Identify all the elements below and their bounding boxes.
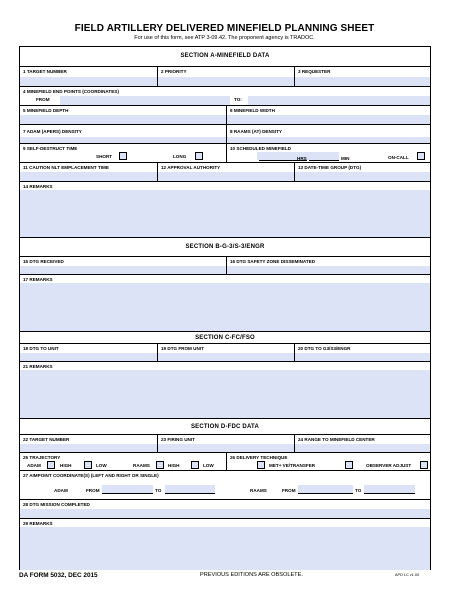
dtg-received-cell[interactable] bbox=[20, 257, 226, 274]
min-underline bbox=[309, 160, 339, 161]
scheduled-label: 10 SCHEDULED MINEFIELD bbox=[230, 146, 292, 151]
raams-label: RAAMS bbox=[133, 463, 150, 468]
from-label: FROM bbox=[36, 97, 50, 102]
firing-unit-label: 23 FIRING UNIT bbox=[161, 437, 195, 442]
row-dtg-received bbox=[20, 256, 430, 274]
depth-cell[interactable] bbox=[20, 106, 226, 124]
section-b-header bbox=[20, 237, 430, 256]
form-title: FIELD ARTILLERY DELIVERED MINEFIELD PLANNING SHEET bbox=[74, 23, 375, 34]
from-coord-field[interactable] bbox=[60, 96, 230, 105]
mission-completed-field[interactable] bbox=[20, 509, 430, 518]
form-subtitle: For use of this form, see ATP 3-09.42. The proponent agency is TRADOC. bbox=[134, 35, 315, 41]
remarks-a-field[interactable] bbox=[20, 190, 430, 237]
min-label: MIN bbox=[341, 156, 350, 161]
raams-low-checkbox[interactable] bbox=[191, 461, 199, 469]
row-mission-completed bbox=[20, 499, 430, 518]
dtg-field[interactable] bbox=[295, 172, 430, 181]
end-points-label: 4 MINEFIELD END POINTS (COORDINATES) bbox=[23, 89, 119, 94]
met-vi-label: MET+ VE/TRANSFER bbox=[269, 463, 316, 468]
dtg-safety-label: 16 DTG SAFETY ZONE DISSEMINATED bbox=[230, 259, 316, 264]
adam-to-field[interactable] bbox=[165, 485, 215, 493]
raams-from-underline bbox=[298, 493, 353, 494]
dtg-to-g3-label: 20 DTG TO G3/S3/ENGR bbox=[298, 346, 351, 351]
row-density bbox=[20, 124, 430, 143]
adam-high-checkbox[interactable] bbox=[47, 461, 55, 469]
aimpoint-label: 27 AIMPOINT COORDINATE(S) (LEFT AND RIGHT OR SINGLE) bbox=[23, 473, 159, 478]
row-fdc-target bbox=[20, 434, 430, 452]
width-cell[interactable] bbox=[226, 106, 430, 124]
on-call-label: ON-CALL bbox=[388, 155, 409, 160]
adam-density-cell[interactable] bbox=[20, 125, 226, 143]
aim-adam-from-label: FROM bbox=[86, 488, 100, 493]
raams-high-label: HIGH bbox=[168, 463, 180, 468]
raams-to-underline bbox=[364, 493, 415, 494]
range-cell[interactable] bbox=[294, 435, 430, 452]
approval-field[interactable] bbox=[158, 172, 294, 181]
dtg-received-field[interactable] bbox=[20, 266, 226, 274]
adam-low-label: LOW bbox=[96, 463, 107, 468]
form-id: DA FORM 5032, DEC 2015 bbox=[19, 572, 98, 579]
long-label: LONG bbox=[173, 154, 187, 159]
adam-from-field[interactable] bbox=[102, 485, 153, 493]
delivery-cell bbox=[226, 453, 430, 470]
priority-field[interactable] bbox=[158, 77, 294, 86]
adam-from-underline bbox=[102, 493, 153, 494]
dtg-from-unit-label: 19 DTG FROM UNIT bbox=[161, 346, 204, 351]
section-a-header bbox=[20, 47, 430, 66]
dtg-to-unit-cell[interactable] bbox=[20, 344, 157, 361]
adam-label: ADAM bbox=[27, 463, 41, 468]
row-dtg-unit bbox=[20, 343, 430, 361]
section-d-title: SECTION D-FDC DATA bbox=[190, 424, 260, 430]
range-label: 24 RANGE TO MINEFIELD CENTER bbox=[298, 437, 375, 442]
trajectory-label: 25 TRAJECTORY bbox=[23, 455, 61, 460]
fdc-target-label: 22 TARGET NUMBER bbox=[23, 437, 70, 442]
to-label: TO: bbox=[234, 97, 242, 102]
dtg-label: 13 DATE-TIME GROUP (DTG) bbox=[298, 165, 362, 170]
adam-low-checkbox[interactable] bbox=[84, 461, 92, 469]
remarks-d-label: 29 REMARKS bbox=[23, 521, 53, 526]
section-b-title: SECTION B-G-3/S-3/ENGR bbox=[185, 244, 265, 250]
target-number-label: 1 TARGET NUMBER bbox=[23, 69, 67, 74]
section-c-title: SECTION C-FC/FSO bbox=[195, 335, 255, 341]
firing-unit-field[interactable] bbox=[158, 444, 294, 452]
mission-completed-label: 28 DTG MISSION COMPLETED bbox=[23, 502, 90, 507]
firing-unit-cell[interactable] bbox=[157, 435, 294, 452]
row-depth-width bbox=[20, 105, 430, 124]
target-number-field[interactable] bbox=[20, 77, 157, 86]
remarks-d-field[interactable] bbox=[20, 527, 430, 570]
dtg-safety-cell[interactable] bbox=[226, 257, 430, 274]
remarks-b-field[interactable] bbox=[20, 283, 430, 331]
dtg-to-unit-field[interactable] bbox=[20, 353, 157, 361]
range-field[interactable] bbox=[295, 444, 430, 452]
fdc-target-cell[interactable] bbox=[20, 435, 157, 452]
dtg-safety-field[interactable] bbox=[227, 266, 430, 274]
row-remarks-d bbox=[20, 518, 430, 570]
caution-cell[interactable] bbox=[20, 163, 157, 181]
caution-field[interactable] bbox=[20, 172, 157, 181]
approval-label: 12 APPROVAL AUTHORITY bbox=[161, 165, 221, 170]
row-aimpoint bbox=[20, 470, 430, 499]
raams-density-label: 8 RAAMS (AT) DENSITY bbox=[230, 129, 282, 134]
on-call-checkbox[interactable] bbox=[417, 152, 425, 160]
remarks-c-field[interactable] bbox=[20, 370, 430, 418]
form-body bbox=[19, 46, 431, 570]
width-field[interactable] bbox=[227, 115, 430, 124]
adam-to-underline bbox=[165, 493, 215, 494]
short-checkbox[interactable] bbox=[119, 152, 127, 160]
requester-label: 3 REQUESTER bbox=[298, 69, 331, 74]
trajectory-cell bbox=[20, 453, 226, 470]
approval-cell[interactable] bbox=[157, 163, 294, 181]
section-c-header bbox=[20, 331, 430, 343]
row-self-destruct bbox=[20, 143, 430, 162]
delivery-label: 26 DELIVERY TECHNIQUE bbox=[230, 455, 288, 460]
raams-density-cell[interactable] bbox=[226, 125, 430, 143]
remarks-a-label: 14 REMARKS bbox=[23, 184, 53, 189]
hrs-underline bbox=[259, 160, 307, 161]
min-field[interactable] bbox=[309, 152, 339, 160]
dtg-to-unit-label: 18 DTG TO UNIT bbox=[23, 346, 59, 351]
row-remarks-a bbox=[20, 181, 430, 237]
aim-raams-to-label: TO bbox=[355, 488, 362, 493]
row-remarks-b bbox=[20, 274, 430, 331]
remarks-c-label: 21 REMARKS bbox=[23, 364, 53, 369]
raams-to-field[interactable] bbox=[364, 485, 415, 493]
row-target-priority-requester bbox=[20, 66, 430, 86]
to-coord-field[interactable] bbox=[248, 96, 430, 105]
observer-adjust-checkbox[interactable] bbox=[420, 461, 428, 469]
aim-adam-to-label: TO bbox=[155, 488, 162, 493]
dtg-from-unit-cell[interactable] bbox=[157, 344, 294, 361]
row-remarks-c bbox=[20, 361, 430, 418]
met-vi-checkbox[interactable] bbox=[257, 461, 265, 469]
self-destruct-label: 9 SELF-DESTRUCT TIME bbox=[23, 146, 78, 151]
dtg-to-g3-cell[interactable] bbox=[294, 344, 430, 361]
self-destruct-cell bbox=[20, 144, 226, 162]
observer-checkbox[interactable] bbox=[345, 461, 353, 469]
aim-raams-from-label: FROM bbox=[282, 488, 296, 493]
long-checkbox[interactable] bbox=[195, 152, 203, 160]
fdc-target-field[interactable] bbox=[20, 444, 157, 452]
depth-field[interactable] bbox=[20, 115, 226, 124]
dtg-to-g3-field[interactable] bbox=[295, 353, 430, 361]
requester-cell[interactable] bbox=[294, 67, 430, 86]
remarks-b-label: 17 REMARKS bbox=[23, 277, 53, 282]
hrs-label: HRS bbox=[297, 156, 307, 161]
editions-note: PREVIOUS EDITIONS ARE OBSOLETE. bbox=[200, 572, 303, 578]
requester-field[interactable] bbox=[295, 77, 430, 86]
raams-low-label: LOW bbox=[203, 463, 214, 468]
row-end-points bbox=[20, 86, 430, 105]
width-label: 6 MINEFIELD WIDTH bbox=[230, 108, 275, 113]
observer-label: OBSERVER ADJUST bbox=[366, 463, 412, 468]
caution-label: 11 CAUTION NLT EMPLACEMENT TIME bbox=[23, 165, 109, 170]
adam-density-label: 7 ADAM (APERS) DENSITY bbox=[23, 129, 82, 134]
dtg-cell[interactable] bbox=[294, 163, 430, 181]
version-label: APD LC v1.00 bbox=[395, 573, 420, 577]
row-caution-approval-dtg bbox=[20, 162, 430, 181]
raams-high-checkbox[interactable] bbox=[156, 461, 164, 469]
target-number-cell[interactable] bbox=[20, 67, 157, 86]
depth-label: 5 MINEFIELD DEPTH bbox=[23, 108, 69, 113]
aim-raams-label: RAAMS bbox=[250, 488, 267, 493]
scheduled-cell bbox=[226, 144, 430, 162]
adam-high-label: HIGH bbox=[60, 463, 72, 468]
section-d-header bbox=[20, 418, 430, 434]
priority-cell[interactable] bbox=[157, 67, 294, 86]
section-a-title: SECTION A-MINEFIELD DATA bbox=[180, 53, 270, 59]
dtg-from-unit-field[interactable] bbox=[158, 353, 294, 361]
row-trajectory bbox=[20, 452, 430, 470]
short-label: SHORT bbox=[96, 154, 113, 159]
priority-label: 2 PRIORITY bbox=[161, 69, 187, 74]
dtg-received-label: 15 DTG RECEIVED bbox=[23, 259, 64, 264]
aim-adam-label: ADAM bbox=[54, 488, 68, 493]
raams-from-field[interactable] bbox=[298, 485, 353, 493]
